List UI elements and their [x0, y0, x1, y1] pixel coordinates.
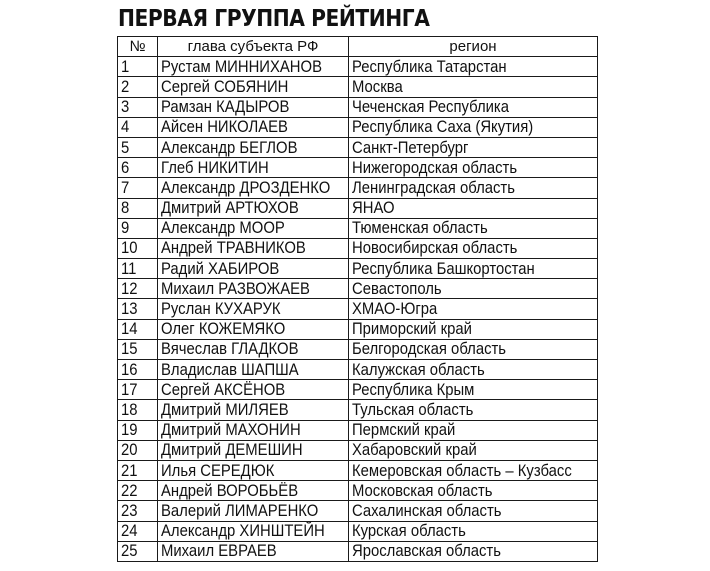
- table-row: [118, 541, 598, 561]
- row-region-cell: [349, 360, 598, 380]
- table-row: [118, 198, 598, 218]
- row-head-name-cell: [158, 380, 349, 400]
- table-row: [118, 360, 598, 380]
- table-row: [118, 259, 598, 279]
- row-number: 24: [121, 522, 138, 541]
- row-region: Курская область: [352, 522, 466, 541]
- table-row: [118, 521, 598, 541]
- row-head-name-cell: [158, 97, 349, 117]
- row-region: Республика Крым: [352, 380, 475, 399]
- row-number: 10: [121, 239, 138, 258]
- row-number-cell: [118, 198, 158, 218]
- table-row: [118, 178, 598, 198]
- row-head-name: Сергей АКСЁНОВ: [161, 380, 286, 399]
- row-region-cell: [349, 380, 598, 400]
- table-row: [118, 400, 598, 420]
- row-number-cell: [118, 481, 158, 501]
- row-head-name: Рамзан КАДЫРОВ: [161, 98, 290, 117]
- row-number: 25: [121, 542, 138, 561]
- row-number-cell: [118, 521, 158, 541]
- row-region: Санкт-Петербург: [352, 138, 469, 157]
- row-head-name: Дмитрий МАХОНИН: [161, 421, 301, 440]
- row-head-name: Дмитрий МИЛЯЕВ: [161, 400, 289, 419]
- row-head-name: Валерий ЛИМАРЕНКО: [161, 501, 319, 520]
- row-number-cell: [118, 77, 158, 97]
- row-region: Чеченская Республика: [352, 98, 509, 117]
- row-region-cell: [349, 299, 598, 319]
- row-number-cell: [118, 97, 158, 117]
- row-head-name-cell: [158, 218, 349, 238]
- row-head-name-cell: [158, 319, 349, 339]
- table-row: [118, 97, 598, 117]
- row-region-cell: [349, 77, 598, 97]
- row-number-cell: [118, 238, 158, 258]
- row-number: 20: [121, 441, 138, 460]
- row-number-cell: [118, 420, 158, 440]
- row-number: 3: [121, 98, 130, 117]
- row-head-name: Руслан КУХАРУК: [161, 300, 281, 319]
- row-head-name-cell: [158, 420, 349, 440]
- row-region: Республика Саха (Якутия): [352, 118, 534, 137]
- row-head-name: Александр ДРОЗДЕНКО: [161, 178, 331, 197]
- row-head-name: Вячеслав ГЛАДКОВ: [161, 340, 299, 359]
- row-region: Москва: [352, 77, 403, 96]
- row-head-name-cell: [158, 460, 349, 480]
- row-head-name-cell: [158, 481, 349, 501]
- row-head-name-cell: [158, 137, 349, 157]
- row-number-cell: [118, 158, 158, 178]
- row-region: Новосибирская область: [352, 239, 518, 258]
- row-region: Севастополь: [352, 279, 442, 298]
- row-number: 19: [121, 421, 138, 440]
- row-head-name-cell: [158, 501, 349, 521]
- row-number: 17: [121, 380, 138, 399]
- table-row: [118, 57, 598, 77]
- row-head-name-cell: [158, 158, 349, 178]
- row-number-cell: [118, 137, 158, 157]
- row-head-name-cell: [158, 541, 349, 561]
- row-region-cell: [349, 178, 598, 198]
- column-header-region: регион: [349, 37, 598, 57]
- row-head-name: Рустам МИННИХАНОВ: [161, 57, 322, 76]
- table-row: [118, 460, 598, 480]
- column-header-head: глава субъекта РФ: [158, 37, 349, 57]
- row-region: Ленинградская область: [352, 178, 515, 197]
- row-number-cell: [118, 259, 158, 279]
- row-head-name-cell: [158, 360, 349, 380]
- table-row: [118, 299, 598, 319]
- row-region: Приморский край: [352, 320, 472, 339]
- row-number-cell: [118, 279, 158, 299]
- row-head-name: Михаил ЕВРАЕВ: [161, 542, 277, 561]
- row-head-name-cell: [158, 440, 349, 460]
- table-row: [118, 158, 598, 178]
- table-row: [118, 501, 598, 521]
- row-number: 18: [121, 400, 138, 419]
- row-number-cell: [118, 319, 158, 339]
- row-region: Московская область: [352, 481, 493, 500]
- row-number: 21: [121, 461, 138, 480]
- row-number: 13: [121, 300, 138, 319]
- row-head-name-cell: [158, 238, 349, 258]
- row-number: 1: [121, 57, 130, 76]
- row-number-cell: [118, 501, 158, 521]
- table-row: [118, 420, 598, 440]
- row-head-name: Айсен НИКОЛАЕВ: [161, 118, 288, 137]
- row-number-cell: [118, 460, 158, 480]
- row-region-cell: [349, 521, 598, 541]
- row-number-cell: [118, 57, 158, 77]
- row-number-cell: [118, 339, 158, 359]
- row-head-name: Андрей ВОРОБЬЁВ: [161, 481, 299, 500]
- row-region-cell: [349, 339, 598, 359]
- row-head-name-cell: [158, 400, 349, 420]
- row-number: 9: [121, 219, 130, 238]
- table-row: [118, 481, 598, 501]
- table-row: [118, 380, 598, 400]
- row-region: Ярославская область: [352, 542, 501, 561]
- row-head-name: Глеб НИКИТИН: [161, 158, 269, 177]
- row-number: 4: [121, 118, 130, 137]
- row-number-cell: [118, 117, 158, 137]
- row-head-name: Олег КОЖЕМЯКО: [161, 320, 286, 339]
- row-region-cell: [349, 97, 598, 117]
- row-head-name-cell: [158, 279, 349, 299]
- row-region: Белгородская область: [352, 340, 507, 359]
- row-region-cell: [349, 481, 598, 501]
- row-number: 2: [121, 77, 130, 96]
- row-head-name-cell: [158, 521, 349, 541]
- row-region-cell: [349, 218, 598, 238]
- row-number: 16: [121, 360, 138, 379]
- row-head-name-cell: [158, 77, 349, 97]
- row-head-name: Илья СЕРЕДЮК: [161, 461, 275, 480]
- table-row: [118, 77, 598, 97]
- row-number-cell: [118, 178, 158, 198]
- row-region-cell: [349, 319, 598, 339]
- row-number-cell: [118, 541, 158, 561]
- table-row: [118, 218, 598, 238]
- row-region: Хабаровский край: [352, 441, 477, 460]
- row-region: ЯНАО: [352, 199, 395, 218]
- table-header-row: [118, 37, 598, 57]
- row-head-name-cell: [158, 299, 349, 319]
- row-number: 14: [121, 320, 138, 339]
- row-region: Сахалинская область: [352, 501, 502, 520]
- row-region-cell: [349, 158, 598, 178]
- row-head-name-cell: [158, 198, 349, 218]
- row-head-name-cell: [158, 178, 349, 198]
- row-head-name: Александр ХИНШТЕЙН: [161, 522, 325, 541]
- row-head-name-cell: [158, 259, 349, 279]
- row-head-name: Александр БЕГЛОВ: [161, 138, 298, 157]
- row-region: Тульская область: [352, 400, 474, 419]
- table-row: [118, 117, 598, 137]
- row-region-cell: [349, 501, 598, 521]
- row-region: Пермский край: [352, 421, 456, 440]
- row-number: 8: [121, 199, 130, 218]
- row-region-cell: [349, 279, 598, 299]
- table-row: [118, 137, 598, 157]
- row-number: 12: [121, 279, 138, 298]
- table-row: [118, 440, 598, 460]
- row-region-cell: [349, 117, 598, 137]
- row-number: 6: [121, 158, 130, 177]
- row-head-name: Андрей ТРАВНИКОВ: [161, 239, 306, 258]
- rating-table: [117, 36, 598, 562]
- row-head-name: Дмитрий АРТЮХОВ: [161, 199, 299, 218]
- row-number-cell: [118, 360, 158, 380]
- row-region-cell: [349, 238, 598, 258]
- row-head-name: Радий ХАБИРОВ: [161, 259, 280, 278]
- row-head-name-cell: [158, 57, 349, 77]
- table-row: [118, 339, 598, 359]
- row-region-cell: [349, 460, 598, 480]
- row-region-cell: [349, 137, 598, 157]
- row-region-cell: [349, 259, 598, 279]
- row-region: Нижегородская область: [352, 158, 518, 177]
- row-number-cell: [118, 440, 158, 460]
- page-title: ПЕРВАЯ ГРУППА РЕЙТИНГА: [118, 6, 430, 32]
- row-region-cell: [349, 198, 598, 218]
- table-row: [118, 238, 598, 258]
- row-region-cell: [349, 400, 598, 420]
- row-number: 5: [121, 138, 130, 157]
- row-region: Калужская область: [352, 360, 485, 379]
- row-region: Кемеровская область – Кузбасс: [352, 461, 572, 480]
- row-region: Республика Башкортостан: [352, 259, 535, 278]
- row-number: 15: [121, 340, 138, 359]
- row-head-name: Михаил РАЗВОЖАЕВ: [161, 279, 310, 298]
- table-body: [118, 57, 598, 562]
- row-head-name-cell: [158, 339, 349, 359]
- column-header-number: №: [118, 37, 158, 57]
- row-head-name-cell: [158, 117, 349, 137]
- row-head-name: Дмитрий ДЕМЕШИН: [161, 441, 303, 460]
- row-head-name: Александр МООР: [161, 219, 285, 238]
- row-region-cell: [349, 440, 598, 460]
- row-region-cell: [349, 541, 598, 561]
- row-head-name: Владислав ШАПША: [161, 360, 299, 379]
- row-number-cell: [118, 400, 158, 420]
- table-row: [118, 319, 598, 339]
- row-region: Республика Татарстан: [352, 57, 507, 76]
- row-number-cell: [118, 218, 158, 238]
- row-number: 11: [121, 259, 137, 278]
- row-number: 22: [121, 481, 138, 500]
- row-number: 7: [121, 178, 130, 197]
- row-region-cell: [349, 420, 598, 440]
- row-number: 23: [121, 501, 138, 520]
- row-head-name: Сергей СОБЯНИН: [161, 77, 289, 96]
- row-region: Тюменская область: [352, 219, 488, 238]
- table-row: [118, 279, 598, 299]
- row-region-cell: [349, 57, 598, 77]
- row-region: ХМАО-Югра: [352, 300, 438, 319]
- row-number-cell: [118, 380, 158, 400]
- row-number-cell: [118, 299, 158, 319]
